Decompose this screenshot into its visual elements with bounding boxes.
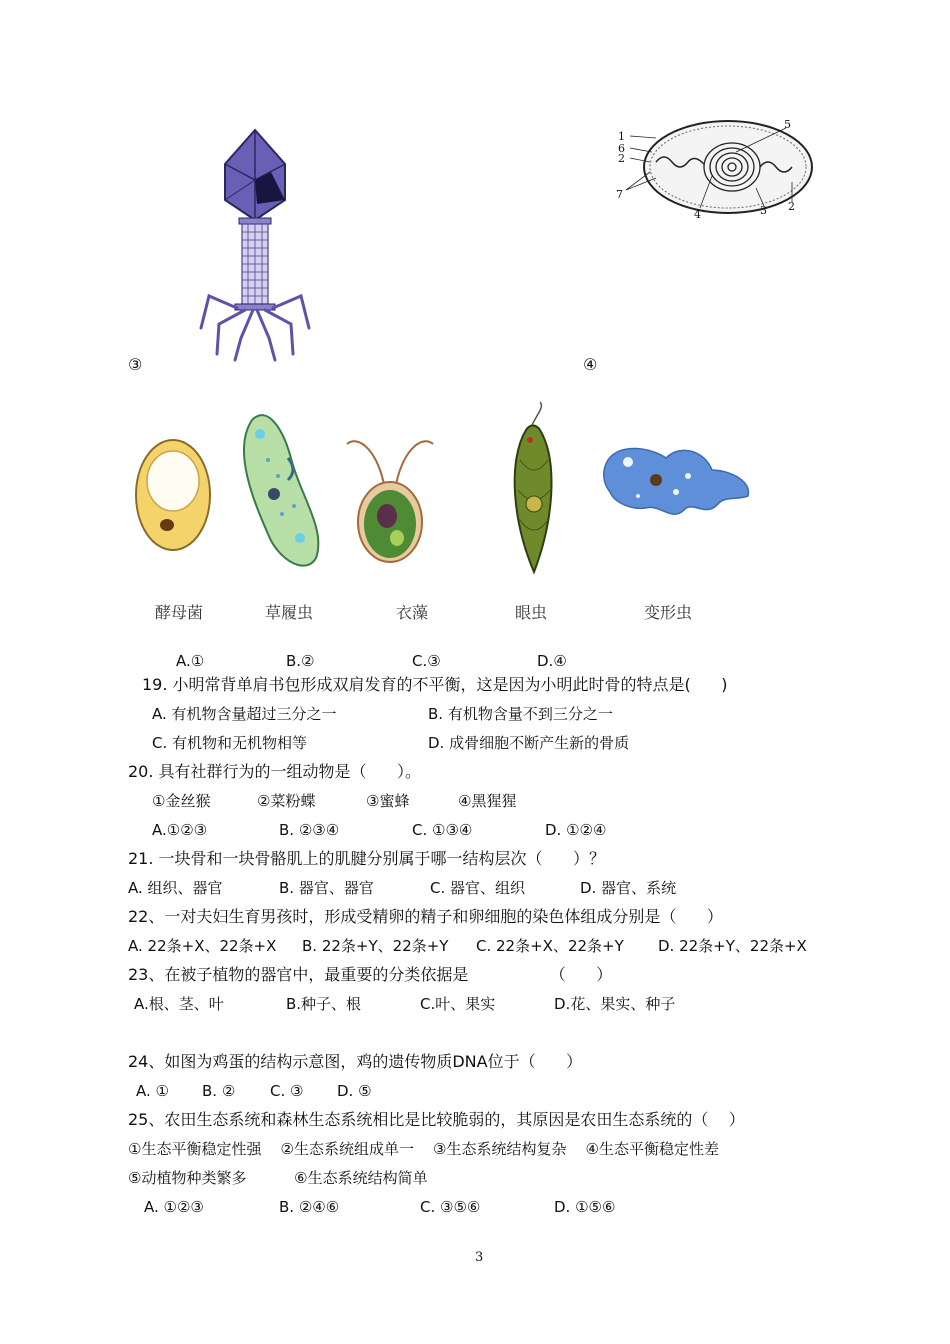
q24-option-d: D. ⑤ xyxy=(337,1082,372,1100)
q25-option-b: B. ②④⑥ xyxy=(279,1198,340,1216)
q25-option-c: C. ③⑤⑥ xyxy=(420,1198,481,1216)
organism-caption-chlamydomonas: 衣藻 xyxy=(396,603,429,622)
q20-stem: 20. 具有社群行为的一组动物是（ ）。 xyxy=(128,762,422,781)
q19-stem: 19. 小明常背单肩书包形成双肩发育的不平衡，这是因为小明此时骨的特点是( ) xyxy=(142,675,728,694)
q21-stem: 21. 一块骨和一块骨骼肌上的肌腱分别属于哪一结构层次（ ）？ xyxy=(128,849,606,868)
q24-stem: 24、如图为鸡蛋的结构示意图，鸡的遗传物质DNA位于（ ） xyxy=(128,1052,583,1071)
q24-option-b: B. ② xyxy=(202,1082,236,1100)
q19-option-b: B. 有机物含量不到三分之一 xyxy=(428,705,613,723)
q25-items-line-2: ⑤动植物种类繁多 ⑥生态系统结构简单 xyxy=(128,1169,428,1187)
q24-option-c: C. ③ xyxy=(270,1082,304,1100)
q23-option-b: B.种子、根 xyxy=(286,995,362,1013)
phage-collar xyxy=(239,218,271,224)
q23-option-c: C.叶、果实 xyxy=(420,995,496,1013)
q18-option-b: B.② xyxy=(286,652,315,670)
phage-head xyxy=(225,130,285,220)
q20-option-b: B. ②③④ xyxy=(279,821,340,839)
q25-option-a: A. ①②③ xyxy=(144,1198,204,1216)
egg-label-6: 6 xyxy=(618,142,625,155)
q25-items-line-1: ①生态平衡稳定性强 ②生态系统组成单一 ③生态系统结构复杂 ④生态平衡稳定性差 xyxy=(128,1140,720,1158)
q22-option-a: A. 22条+X、22条+X xyxy=(128,937,277,955)
q20-option-a: A.①②③ xyxy=(152,821,208,839)
q18-option-d: D.④ xyxy=(537,652,567,670)
egg-label-5: 5 xyxy=(784,118,791,131)
page-number: 3 xyxy=(475,1250,484,1265)
egg-label-7: 7 xyxy=(616,188,623,201)
amoeba-image xyxy=(600,440,752,522)
q20-option-d: D. ①②④ xyxy=(545,821,607,839)
figure-3-label: ③ xyxy=(128,355,143,374)
q23-stem: 23、在被子植物的器官中，最重要的分类依据是 （ ） xyxy=(128,965,613,984)
q18-option-c: C.③ xyxy=(412,652,441,670)
bacteriophage-diagram xyxy=(195,128,315,363)
egg-label-2b: 2 xyxy=(788,200,795,213)
egg-label-1: 1 xyxy=(618,130,625,143)
chlamydomonas-image xyxy=(345,432,435,566)
q25-stem: 25、农田生态系统和森林生态系统相比是比较脆弱的，其原因是农田生态系统的（ ） xyxy=(128,1110,745,1129)
egg-label-2a: 2 xyxy=(618,152,625,165)
q21-option-b: B. 器官、器官 xyxy=(279,879,374,897)
euglena-image xyxy=(506,400,562,576)
q22-option-d: D. 22条+Y、22条+X xyxy=(658,937,807,955)
q18-option-a: A.① xyxy=(176,652,205,670)
q24-option-a: A. ① xyxy=(136,1082,169,1100)
q21-option-a: A. 组织、器官 xyxy=(128,879,223,897)
yeast-image xyxy=(133,437,213,553)
q22-option-b: B. 22条+Y、22条+Y xyxy=(302,937,449,955)
organism-caption-yeast: 酵母菌 xyxy=(155,603,204,622)
egg-structure-diagram xyxy=(616,112,821,222)
organism-caption-amoeba: 变形虫 xyxy=(644,603,693,622)
egg-label-4: 4 xyxy=(694,208,701,221)
q19-option-d: D. 成骨细胞不断产生新的骨质 xyxy=(428,734,630,752)
q20-item-2: ②菜粉蝶 xyxy=(257,792,316,810)
q20-item-3: ③蜜蜂 xyxy=(366,792,410,810)
q22-option-c: C. 22条+X、22条+Y xyxy=(476,937,624,955)
q23-option-d: D.花、果实、种子 xyxy=(554,995,676,1013)
q23-option-a: A.根、茎、叶 xyxy=(134,995,224,1013)
q20-item-1: ①金丝猴 xyxy=(152,792,211,810)
q20-item-4: ④黑猩猩 xyxy=(458,792,517,810)
q20-option-c: C. ①③④ xyxy=(412,821,473,839)
q21-option-c: C. 器官、组织 xyxy=(430,879,526,897)
phage-base-plate xyxy=(235,304,275,310)
q21-option-d: D. 器官、系统 xyxy=(580,879,677,897)
paramecium-image xyxy=(238,410,330,570)
egg-label-3: 3 xyxy=(760,204,767,217)
organism-caption-paramecium: 草履虫 xyxy=(265,603,314,622)
q25-option-d: D. ①⑤⑥ xyxy=(554,1198,616,1216)
q22-stem: 22、一对夫妇生育男孩时，形成受精卵的精子和卵细胞的染色体组成分别是（ ） xyxy=(128,907,723,926)
organism-caption-euglena: 眼虫 xyxy=(515,603,548,622)
q19-option-c: C. 有机物和无机物相等 xyxy=(152,734,308,752)
q19-option-a: A. 有机物含量超过三分之一 xyxy=(152,705,337,723)
phage-tail-sheath xyxy=(242,224,268,304)
figure-4-label: ④ xyxy=(583,355,598,374)
